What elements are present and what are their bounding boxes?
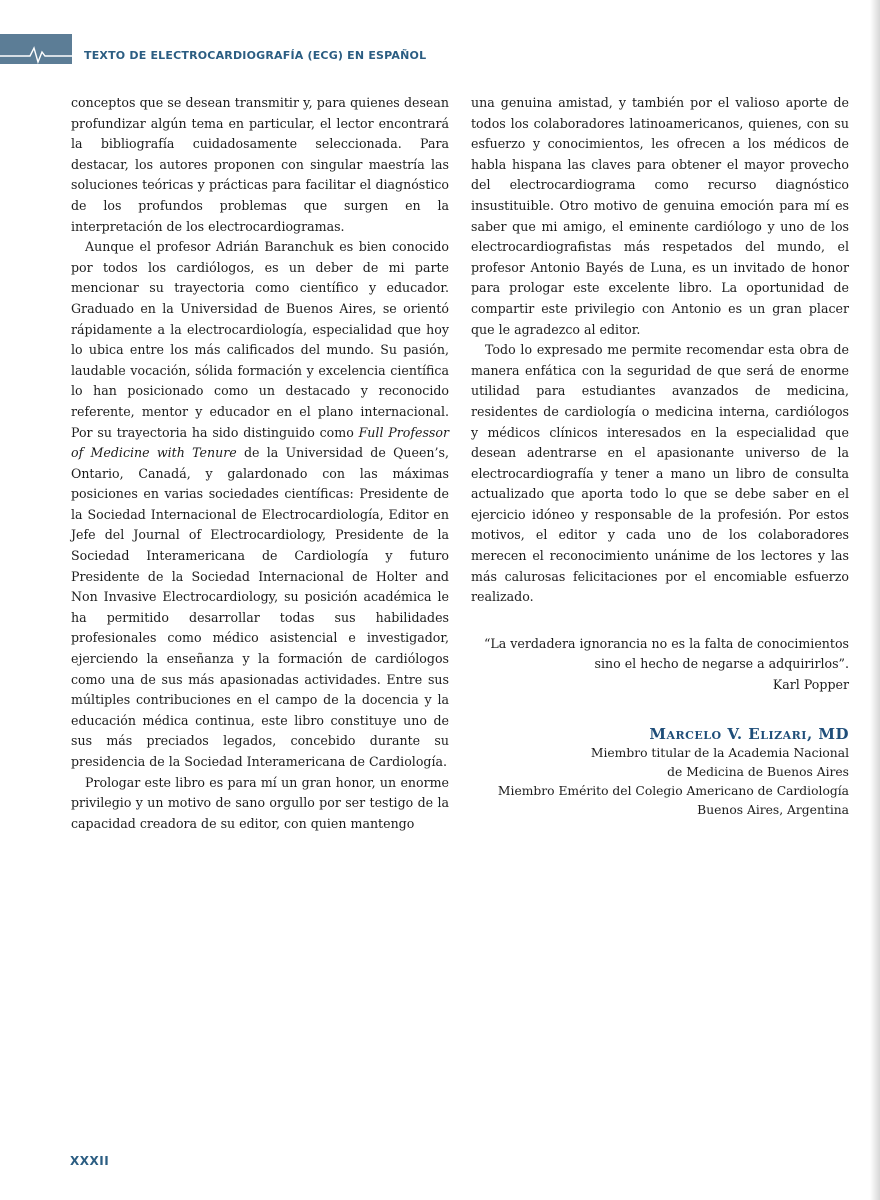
- epigraph-quote: [471, 634, 849, 696]
- page-number: XXXII: [70, 1154, 110, 1168]
- signature-affiliation: Miembro titular de la Academia Nacional de Medicina de Buenos Aires Miembro Emérito del Colegio Americano de Cardiología Buenos Aires, Argentina: [497, 746, 849, 818]
- quote-line: “La verdadera ignorancia no es la falta de conocimientos: [483, 635, 849, 651]
- quote-author: Karl Popper: [772, 677, 849, 693]
- paragraph: una genuina amistad, y también por el valioso aporte de todos los colaboradores latinoamericanos, quienes, con su esfuerzo y conocimientos, les ofrecen a los médicos de habla hispana las claves para obtener el mayor provecho del electrocardiograma como recurso diagnóstico insustituible. Otro motivo de genuina emoción para mí es saber que mi amigo, el eminente cardiólogo y uno de los electrocardiografistas más respetados del mundo, el profesor Antonio Bayés de Luna, es un invitado de honor para prologar este excelente libro. La oportunidad de compartir este privilegio con Antonio es un gran placer que le agradezco al editor.: [471, 95, 849, 337]
- paragraph: conceptos que se desean transmitir y, para quienes desean profundizar algún tema en particular, el lector encontrará la bibliografía cuidadosamente seleccionada. Para destacar, los autores proponen con singular maestría las soluciones teóricas y prácticas para facilitar el diagnóstico de los profundos problemas que surgen en la interpretación de los electrocardiogramas.: [71, 95, 449, 234]
- paragraph: Todo lo expresado me permite recomendar esta obra de manera enfática con la seguridad de que será de enorme utilidad para estudiantes avanzados de medicina, residentes de cardiología o medicina interna, cardiólogos y médicos clínicos interesados en la especialidad que desean adentrarse en el apasionante universo de la electrocardiografía y tener a mano un libro de consulta actualizado que aporta todo lo que se debe saber en el ejercicio idóneo y responsable de la profesión. Por estos motivos, el editor y cada uno de los colaboradores merecen el reconocimiento unánime de los lectores y las más calurosas felicitaciones por el encomiable esfuerzo realizado.: [471, 342, 849, 605]
- left-column: [71, 93, 449, 834]
- quote-line: sino el hecho de negarse a adquirirlos”.: [594, 656, 849, 672]
- ecg-pulse-icon: [0, 34, 72, 64]
- running-header-title: TEXTO DE ELECTROCARDIOGRAFÍA (ECG) EN ESPAÑOL: [84, 49, 427, 62]
- signature-name: Marcelo V. Elizari, MD: [649, 724, 849, 743]
- paragraph: Aunque el profesor Adrián Baranchuk es bien conocido por todos los cardiólogos, es un deber de mi parte mencionar su trayectoria como científico y educador. Graduado en la Universidad de Buenos Aires, se orientó rápidamente a la electrocardiología, especialidad que hoy lo ubica entre los más calificados del mundo. Su pasión, laudable vocación, sólida formación y excelencia científica lo han posicionado como un destacado y reconocido referente, mentor y educador en el plano internacional. Por su trayectoria ha sido distinguido como Full Professor of Medicine with Tenure de la Universidad de Queen’s, Ontario, Canadá, y galardonado con las máximas posiciones en varias sociedades científicas: Presidente de la Sociedad Internacional de Electrocardiología, Editor en Jefe del Journal of Electrocardiology, Presidente de la Sociedad Interamericana de Cardiología y futuro Presidente de la Sociedad Internacional de Holter and Non Invasive Electrocardiology, su posición académica le ha permitido desarrollar todas sus habilidades profesionales como médico asistencial e investigador, ejerciendo la enseñanza y la formación de cardiólogos como una de sus más apasionadas actividades. Entre sus múltiples contribuciones en el campo de la docencia y la educación médica continua, este libro constituye uno de sus más preciados legados, concebido durante su presidencia de la Sociedad Interamericana de Cardiología.: [71, 239, 449, 769]
- right-column: [471, 93, 849, 820]
- page-edge-shadow: [870, 0, 880, 1200]
- paragraph: Prologar este libro es para mí un gran honor, un enorme privilegio y un motivo de sano orgullo por ser testigo de la capacidad creadora de su editor, con quien mantengo: [71, 774, 449, 831]
